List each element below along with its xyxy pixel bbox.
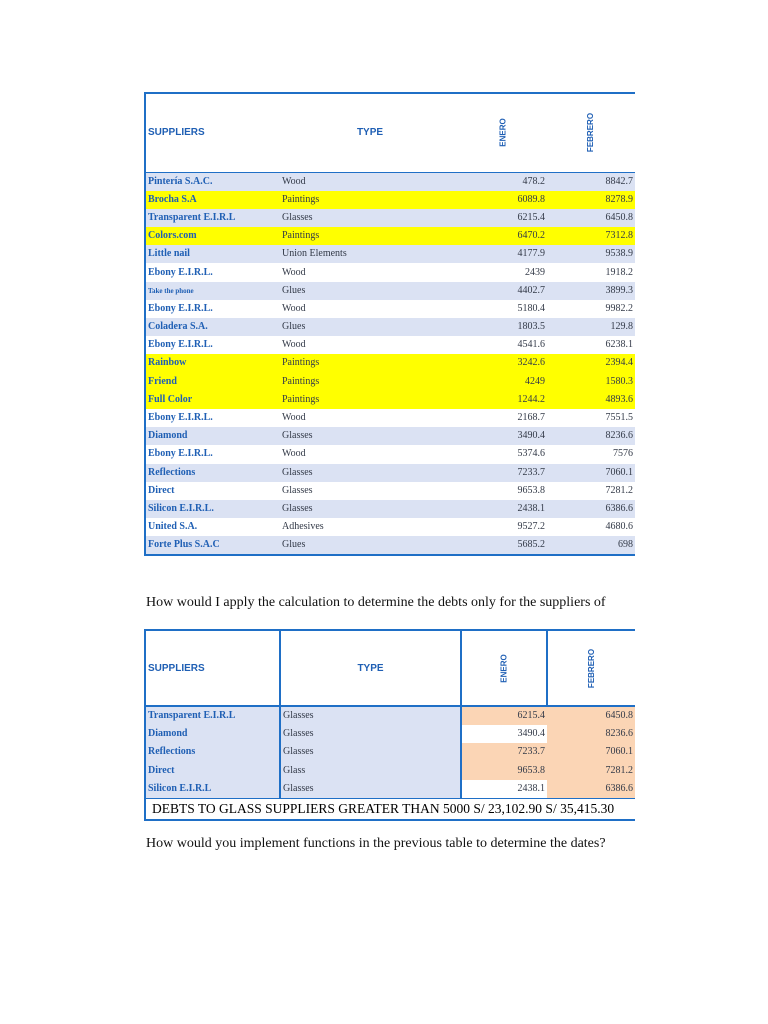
table-row [146, 318, 635, 336]
supplier-cell: United S.A. [148, 521, 198, 533]
enero-cell: 478.2 [522, 175, 545, 187]
suppliers-table [144, 92, 635, 556]
supplier-cell: Rainbow [148, 357, 187, 369]
table-row [146, 336, 635, 354]
febrero-cell: 9982.2 [605, 302, 633, 314]
enero-cell: 4249 [525, 375, 545, 387]
type-cell: Wood [282, 175, 306, 187]
type-cell: Glues [282, 539, 306, 551]
header-febrero-label: FEBRERO [587, 648, 596, 688]
table-row [146, 391, 635, 409]
header-febrero [547, 94, 635, 172]
table-row [146, 445, 635, 463]
header-suppliers: SUPPLIERS [146, 631, 280, 706]
type-cell: Paintings [282, 357, 320, 369]
enero-cell: 7233.7 [517, 466, 545, 478]
enero-cell: 4541.6 [517, 339, 545, 351]
enero-cell: 9527.2 [517, 521, 545, 533]
febrero-cell: 6450.8 [547, 706, 635, 725]
enero-cell: 5374.6 [517, 448, 545, 460]
table-row [146, 172, 635, 191]
table-row [146, 482, 635, 500]
febrero-cell: 7060.1 [605, 466, 633, 478]
type-cell: Union Elements [282, 248, 347, 260]
febrero-cell: 3899.3 [605, 284, 633, 296]
supplier-cell: Ebony E.I.R.L. [148, 339, 213, 351]
type-cell: Paintings [282, 193, 320, 205]
table-row [146, 227, 635, 245]
type-cell: Glasses [280, 743, 461, 761]
question-2: How would you implement functions in the previous table to determine the dates? [146, 836, 606, 851]
table-row [146, 409, 635, 427]
supplier-cell: Ebony E.I.R.L. [148, 302, 213, 314]
febrero-cell: 7576 [613, 448, 633, 460]
supplier-cell: Silicon E.I.R.L [146, 780, 280, 799]
enero-cell: 6215.4 [461, 706, 547, 725]
febrero-cell: 7312.8 [605, 230, 633, 242]
type-cell: Adhesives [282, 521, 324, 533]
table-row [146, 282, 635, 300]
type-cell: Glasses [280, 706, 461, 725]
febrero-cell: 6386.6 [605, 502, 633, 514]
total-label: DEBTS TO GLASS SUPPLIERS GREATER THAN 5000 S/ 23,102.90 S/ 35,415.30 [146, 798, 635, 820]
enero-cell: 2168.7 [517, 412, 545, 424]
type-cell: Glasses [282, 466, 313, 478]
enero-cell: 9653.8 [461, 762, 547, 780]
febrero-cell: 1918.2 [605, 266, 633, 278]
febrero-cell: 7281.2 [547, 762, 635, 780]
header-febrero-label: FEBRERO [586, 113, 596, 153]
type-cell: Paintings [282, 393, 320, 405]
febrero-cell: 7060.1 [547, 743, 635, 761]
supplier-cell: Full Color [148, 393, 193, 405]
febrero-cell: 6238.1 [605, 339, 633, 351]
supplier-cell: Forte Plus S.A.C [148, 539, 220, 551]
enero-cell: 6470.2 [517, 230, 545, 242]
type-cell: Paintings [282, 375, 320, 387]
supplier-cell: Ebony E.I.R.L. [148, 448, 213, 460]
enero-cell: 2438.1 [461, 780, 547, 799]
type-cell: Glasses [280, 725, 461, 743]
supplier-cell: Direct [148, 484, 175, 496]
febrero-cell: 4893.6 [605, 393, 633, 405]
type-cell: Glass [280, 762, 461, 780]
table-row [146, 725, 635, 743]
header-febrero [547, 631, 635, 706]
type-cell: Glasses [282, 211, 313, 223]
enero-cell: 7233.7 [461, 743, 547, 761]
header-enero-label: ENERO [498, 118, 508, 147]
enero-cell: 4177.9 [517, 248, 545, 260]
header-enero-label: ENERO [499, 653, 509, 683]
supplier-cell: Transparent E.I.R.L [148, 211, 236, 223]
febrero-cell: 6450.8 [605, 211, 633, 223]
febrero-cell: 129.8 [610, 321, 633, 333]
table-row [146, 518, 635, 536]
type-cell: Glasses [280, 780, 461, 799]
type-cell: Glasses [282, 430, 313, 442]
table-row [146, 245, 635, 263]
type-cell: Glues [282, 284, 306, 296]
table-row [146, 354, 635, 372]
enero-cell: 3490.4 [517, 430, 545, 442]
febrero-cell: 6386.6 [547, 780, 635, 799]
supplier-cell: Coladera S.A. [148, 321, 208, 333]
febrero-cell: 9538.9 [605, 248, 633, 260]
febrero-cell: 8236.6 [547, 725, 635, 743]
question-1: How would I apply the calculation to determine the debts only for the suppliers of [146, 595, 606, 610]
type-cell: Wood [282, 266, 306, 278]
enero-cell: 4402.7 [517, 284, 545, 296]
febrero-cell: 7551.5 [605, 412, 633, 424]
type-cell: Glasses [282, 502, 313, 514]
table-row [146, 500, 635, 518]
supplier-cell: Transparent E.I.R.L [146, 706, 280, 725]
enero-cell: 6089.8 [517, 193, 545, 205]
table-row [146, 300, 635, 318]
supplier-cell: Reflections [146, 743, 280, 761]
enero-cell: 6215.4 [517, 211, 545, 223]
table-header-row [146, 94, 635, 172]
febrero-cell: 8842.7 [605, 175, 633, 187]
table-row [146, 464, 635, 482]
header-type: TYPE [280, 631, 461, 706]
enero-cell: 2438.1 [517, 502, 545, 514]
table-row [146, 427, 635, 445]
total-row [146, 798, 635, 820]
header-suppliers: SUPPLIERS [148, 127, 205, 139]
supplier-cell: Pintería S.A.C. [148, 175, 213, 187]
type-cell: Wood [282, 412, 306, 424]
febrero-cell: 698 [618, 539, 633, 551]
glass-suppliers-table [144, 629, 635, 821]
header-type: TYPE [356, 127, 384, 139]
supplier-cell: Ebony E.I.R.L. [148, 266, 213, 278]
table-row [146, 373, 635, 391]
header-enero [460, 94, 547, 172]
supplier-cell: Reflections [148, 466, 196, 478]
enero-cell: 3490.4 [461, 725, 547, 743]
type-cell: Wood [282, 339, 306, 351]
supplier-cell: Friend [148, 375, 177, 387]
supplier-cell: Ebony E.I.R.L. [148, 412, 213, 424]
supplier-cell: Take the phone [148, 286, 194, 295]
febrero-cell: 2394.4 [605, 357, 633, 369]
type-cell: Wood [282, 448, 306, 460]
table-row [146, 209, 635, 227]
table-row [146, 191, 635, 209]
table-row [146, 743, 635, 761]
table-row [146, 536, 635, 555]
enero-cell: 1244.2 [517, 393, 545, 405]
supplier-cell: Little nail [148, 248, 190, 260]
table-row [146, 263, 635, 281]
type-cell: Glues [282, 321, 306, 333]
febrero-cell: 1580.3 [605, 375, 633, 387]
table-row [146, 762, 635, 780]
supplier-cell: Diamond [146, 725, 280, 743]
supplier-cell: Brocha S.A [148, 193, 197, 205]
type-cell: Wood [282, 302, 306, 314]
febrero-cell: 7281.2 [605, 484, 633, 496]
enero-cell: 5685.2 [517, 539, 545, 551]
febrero-cell: 8278.9 [605, 193, 633, 205]
febrero-cell: 4680.6 [605, 521, 633, 533]
enero-cell: 9653.8 [517, 484, 545, 496]
table-header-row [146, 631, 635, 706]
febrero-cell: 8236.6 [605, 430, 633, 442]
supplier-cell: Diamond [148, 430, 188, 442]
table-row [146, 780, 635, 799]
supplier-cell: Colors.com [148, 230, 197, 242]
supplier-cell: Silicon E.I.R.L. [148, 502, 214, 514]
enero-cell: 1803.5 [517, 321, 545, 333]
type-cell: Paintings [282, 230, 320, 242]
enero-cell: 2439 [525, 266, 545, 278]
type-cell: Glasses [282, 484, 313, 496]
table-row [146, 706, 635, 725]
supplier-cell: Direct [146, 762, 280, 780]
enero-cell: 3242.6 [517, 357, 545, 369]
enero-cell: 5180.4 [517, 302, 545, 314]
header-enero [461, 631, 547, 706]
